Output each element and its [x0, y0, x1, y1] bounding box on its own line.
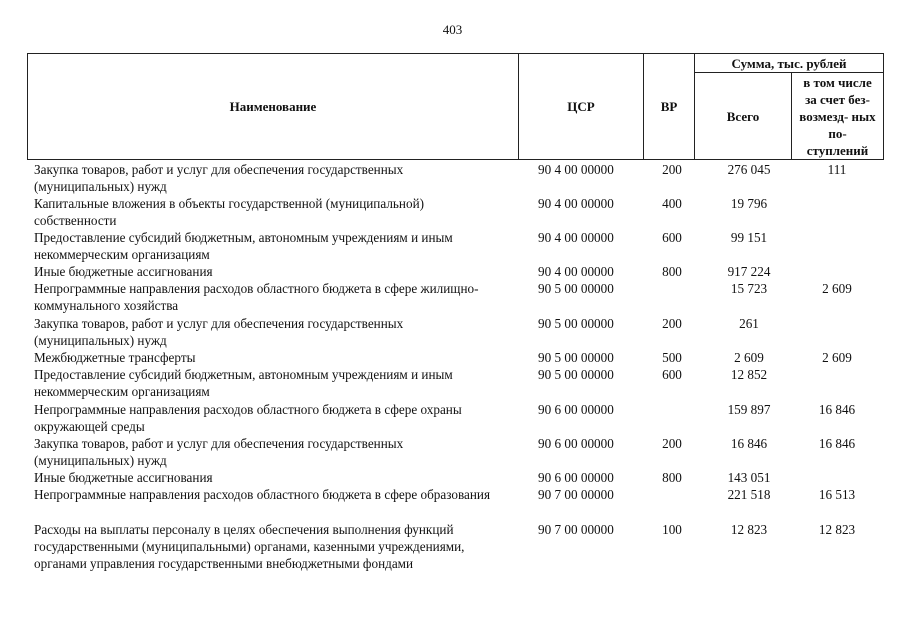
- row-csr: 90 6 00 00000: [538, 402, 614, 417]
- row-name: Иные бюджетные ассигнования: [34, 470, 213, 485]
- row-total: 12 823: [730, 522, 768, 537]
- row-including: 16 846: [818, 402, 856, 417]
- row-total: 276 045: [727, 162, 771, 177]
- row-total: 15 723: [730, 281, 768, 296]
- header-total: Всего: [695, 73, 792, 160]
- row-name: Расходы на выплаты персоналу в целях обеспечения выполнения функций государственными (муниципальными) органами, казенными учреждениями, органами управления государственными внебюджетными фондами: [34, 522, 465, 571]
- row-csr: 90 6 00 00000: [538, 436, 614, 451]
- row-csr: 90 4 00 00000: [538, 230, 614, 245]
- row-csr: 90 4 00 00000: [538, 162, 614, 177]
- row-csr: 90 5 00 00000: [538, 281, 614, 296]
- row-total: 143 051: [727, 470, 771, 485]
- row-vr: 800: [662, 264, 682, 279]
- row-including: 12 823: [818, 522, 856, 537]
- page-number: 403: [442, 22, 463, 37]
- row-name: Предоставление субсидий бюджетным, автономным учреждениям и иным некоммерческим организациям: [34, 367, 453, 399]
- row-name: Межбюджетные трансферты: [34, 350, 196, 365]
- row-total: 16 846: [730, 436, 768, 451]
- row-vr: 200: [662, 316, 682, 331]
- row-name: Закупка товаров, работ и услуг для обеспечения государственных (муниципальных) нужд: [34, 436, 404, 468]
- row-vr: 200: [662, 436, 682, 451]
- row-vr: 100: [662, 522, 682, 537]
- row-total: 917 224: [727, 264, 771, 279]
- header-sum-title: Сумма, тыс. рублей: [695, 54, 884, 73]
- row-including: 16 513: [818, 487, 856, 502]
- row-vr: 500: [662, 350, 682, 365]
- row-total: 12 852: [730, 367, 768, 382]
- row-including: 16 846: [818, 436, 856, 451]
- row-total: 19 796: [730, 196, 768, 211]
- row-vr: 400: [662, 196, 682, 211]
- row-including: 2 609: [822, 350, 852, 365]
- row-csr: 90 5 00 00000: [538, 316, 614, 331]
- row-name: Предоставление субсидий бюджетным, автономным учреждениям и иным некоммерческим организациям: [34, 230, 453, 262]
- row-name: Иные бюджетные ассигнования: [34, 264, 213, 279]
- row-csr: 90 5 00 00000: [538, 367, 614, 382]
- row-csr: 90 5 00 00000: [538, 350, 614, 365]
- row-total: 221 518: [727, 487, 771, 502]
- row-vr: 800: [662, 470, 682, 485]
- table-header: [27, 53, 884, 160]
- row-name: Непрограммные направления расходов областного бюджета в сфере охраны окружающей среды: [34, 402, 462, 434]
- row-vr: 600: [662, 230, 682, 245]
- row-name: Непрограммные направления расходов областного бюджета в сфере образования: [34, 487, 491, 502]
- row-vr: 600: [662, 367, 682, 382]
- row-csr: 90 7 00 00000: [538, 487, 614, 502]
- row-including: 111: [827, 162, 847, 177]
- row-total: 99 151: [730, 230, 768, 245]
- row-total: 2 609: [734, 350, 764, 365]
- row-csr: 90 6 00 00000: [538, 470, 614, 485]
- row-name: Закупка товаров, работ и услуг для обеспечения государственных (муниципальных) нужд: [34, 162, 404, 194]
- row-csr: 90 4 00 00000: [538, 196, 614, 211]
- row-name: Капитальные вложения в объекты государственной (муниципальной) собственности: [34, 196, 425, 228]
- row-name: Закупка товаров, работ и услуг для обеспечения государственных (муниципальных) нужд: [34, 316, 404, 348]
- row-total: 159 897: [727, 402, 771, 417]
- row-csr: 90 4 00 00000: [538, 264, 614, 279]
- header-name: Наименование: [28, 54, 519, 160]
- header-including: в том числе за счет без- возмезд- ных по- ступлений: [792, 73, 884, 160]
- header-csr: ЦСР: [519, 54, 644, 160]
- header-vr: ВР: [644, 54, 695, 160]
- row-name: Непрограммные направления расходов областного бюджета в сфере жилищно-коммунального хозяйства: [34, 281, 479, 313]
- row-including: 2 609: [822, 281, 852, 296]
- row-csr: 90 7 00 00000: [538, 522, 614, 537]
- row-vr: 200: [662, 162, 682, 177]
- row-total: 261: [739, 316, 759, 331]
